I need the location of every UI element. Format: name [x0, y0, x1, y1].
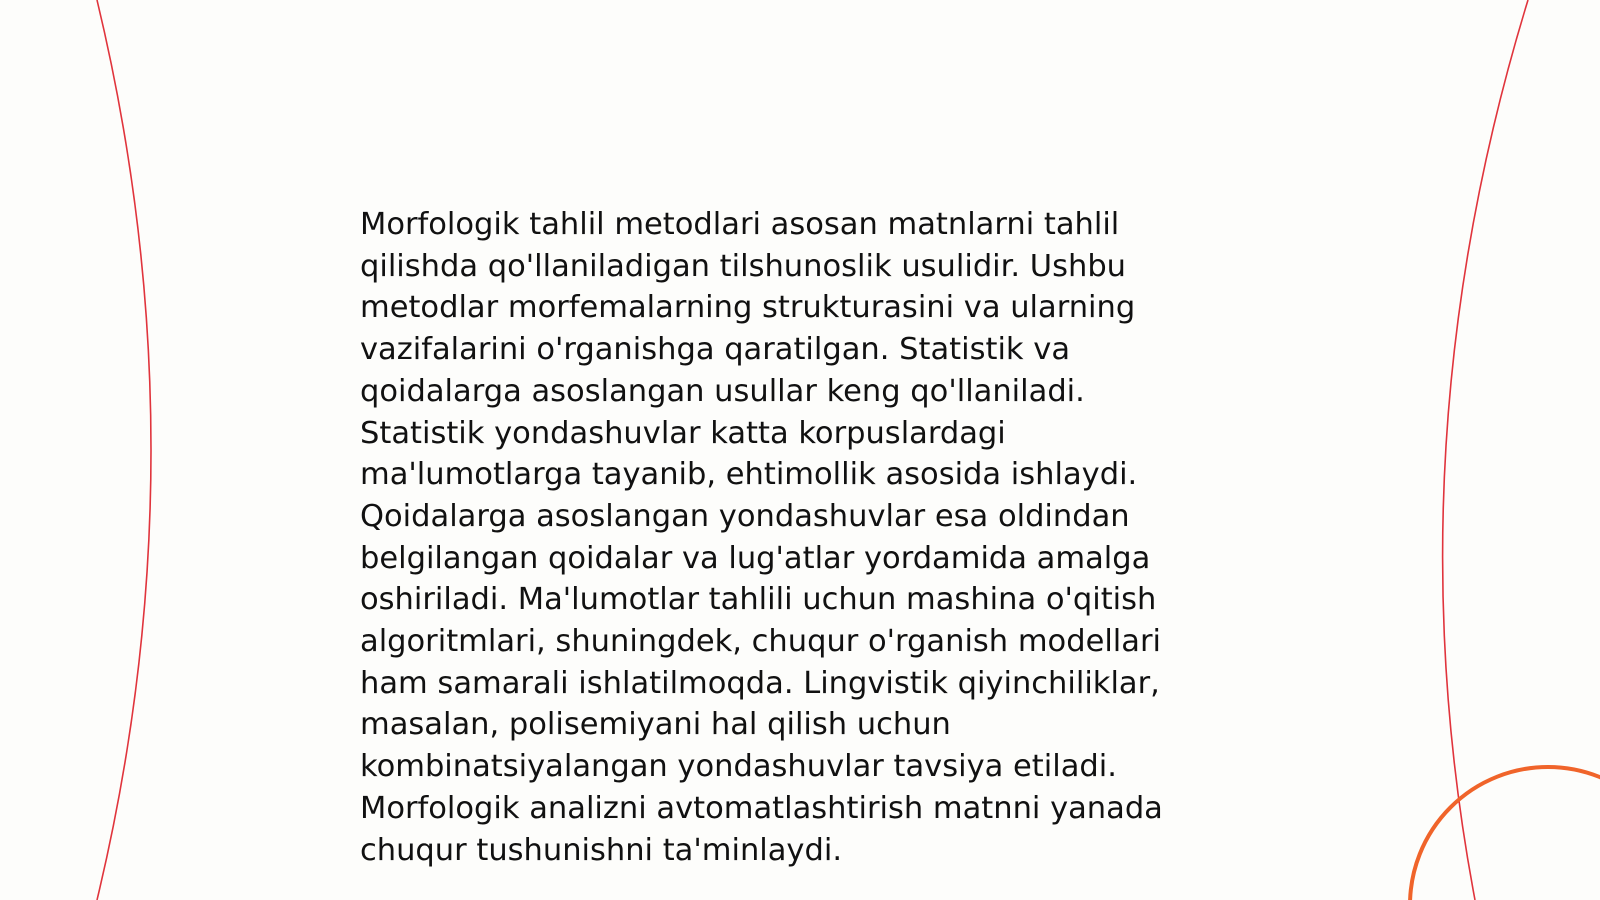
text-line: vazifalarini o'rganishga qaratilgan. Statistik va: [360, 332, 1071, 368]
text-line: ham samarali ishlatilmoqda. Lingvistik qiyinchiliklar,: [360, 665, 1160, 701]
text-line: Qoidalarga asoslangan yondashuvlar esa oldindan: [360, 498, 1130, 534]
left-arc-decoration: [97, 0, 151, 900]
text-line: kombinatsiyalangan yondashuvlar tavsiya etiladi.: [360, 749, 1117, 785]
text-line: Morfologik tahlil metodlari asosan matnlarni tahlil: [360, 207, 1120, 242]
slide-body-text: [360, 204, 1240, 871]
text-line: ma'lumotlarga tayanib, ehtimollik asosida ishlaydi.: [360, 457, 1138, 493]
text-line: chuqur tushunishni ta'minlaydi.: [360, 832, 843, 868]
right-arc-decoration: [1443, 0, 1528, 900]
text-line: Statistik yondashuvlar katta korpuslardagi: [360, 415, 1006, 451]
text-line: belgilangan qoidalar va lug'atlar yordamida amalga: [360, 540, 1151, 576]
text-line: metodlar morfemalarning strukturasini va ularning: [360, 290, 1136, 326]
text-line: algoritmlari, shuningdek, chuqur o'rganish modellari: [360, 624, 1161, 660]
text-line: qoidalarga asoslangan usullar keng qo'llaniladi.: [360, 373, 1085, 409]
text-line: qilishda qo'llaniladigan tilshunoslik usulidir. Ushbu: [360, 248, 1127, 284]
text-line: Morfologik analizni avtomatlashtirish matnni yanada: [360, 790, 1163, 826]
orange-circle-decoration: [1410, 767, 1600, 900]
text-line: oshiriladi. Ma'lumotlar tahlili uchun mashina o'qitish: [360, 582, 1157, 618]
text-line: masalan, polisemiyani hal qilish uchun: [360, 707, 951, 743]
